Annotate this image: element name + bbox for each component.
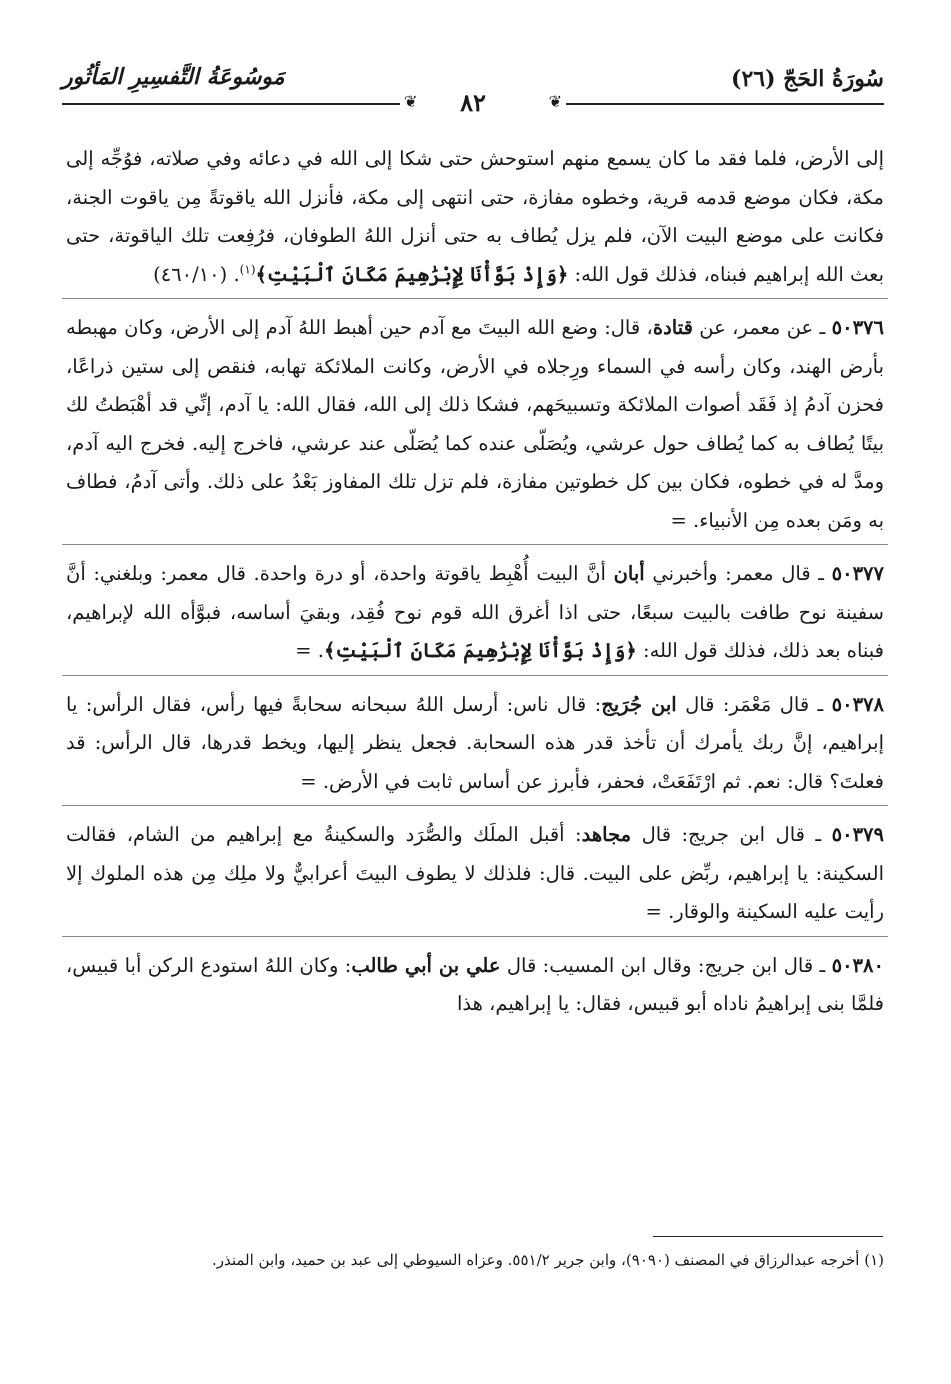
footnote-1: (١) أخرجه عبدالرزاق في المصنف (٩٠٩٠)، وابن جرير ٥٥١/٢. وعزاه السيوطي إلى عبد بن حميد، وابن المنذر.: [211, 1251, 884, 1269]
entry-50376: [66, 309, 884, 540]
footnote-rule: [653, 1236, 883, 1237]
entry-intro: ـ عن معمر، عن: [692, 316, 832, 339]
narrator-name: أبان: [613, 562, 645, 585]
footnotes: [66, 1244, 884, 1276]
entry-separator: [62, 298, 888, 299]
entry-text: : أقبل الملَك والصُّرَد والسكينةُ مع إبراهيم من الشام، فقالت السكينة: يا إبراهيم، ربِّض على البيت. قال: فلذلك لا يطوف البيتَ أعرابيٌّ ولا ملِك مِن هذه الملوك إلا رأيت عليه السكينة والوقار. =: [66, 823, 884, 923]
footnote-reference: (١): [239, 262, 256, 276]
entry-number: ٥٠٣٧٦: [831, 316, 884, 339]
entry-text: أنَّ البيت أُهْبِط ياقوتة واحدة، أو درة واحدة. قال معمر: وبلغني: أنَّ سفينة نوح طافت بالبيت سبعًا، حتى اذا أغرق الله قوم نوح فُقِد، وبقيَ أساسه، فبوَّأه الله لإبراهيم، فبناه بعد ذلك، فذلك قول الله:: [66, 562, 884, 662]
entry-text: ، قال: وضع الله البيتَ مع آدم حين أهبط اللهُ آدم إلى الأرض، وكان مهبطه بأرض الهند، وكان رأسه في السماء ورِجلاه في الأرض، وكانت الملائكة تهابه، فنقص إلى ستين ذراعًا، فحزن آدمُ إذ فَقَد أصوات الملائكة وتسبيحَهم، فشكا ذلك إلى الله، فقال الله: يا آدم، إنِّي قد أهْبَطتُ لك بيتًا يُطاف به كما يُطاف حول عرشي، ويُصَلّى عنده كما يُصَلّى عند عرشي، فاخرج إليه. فخرج اليه آدم، ومدَّ له في خطوه، فكان بين كل خطوتين مفازة، فلم تزل تلك المفاوز بَعْدُ على ذلك. وأتى آدمُ، فطاف به ومَن بعده مِن الأنبياء. =: [66, 316, 884, 532]
entry-50378: [66, 686, 884, 802]
narrator-name: قتادة: [652, 316, 693, 339]
ornament-left-icon: ❦: [404, 92, 418, 111]
quran-verse: ﴿وَإِذْ بَوَّأْنَا لِإِبْرَٰهِيمَ مَكَانَ ٱلْبَيْتِ﴾: [255, 262, 569, 286]
narrator-name: ابن جُرَيج: [601, 692, 677, 716]
entry-number: ٥٠٣٧٨: [831, 692, 884, 716]
entry-text: : قال ناس: أرسل اللهُ سبحانه سحابةً فيها رأس، فقال الرأس: يا إبراهيم، إنَّ ربك يأمرك أن تأخذ قدر هذه السحابة. فجعل ينظر إليها، ويخط قدرها، قال الرأس: قد فعلتَ؟ قال: نعم. ثم ارْتَفَعَتْ، فحفر، فأبرز عن أساس ثابت في الأرض. =: [66, 692, 884, 793]
ornament-right-icon: ❦: [548, 92, 562, 111]
narrator-name: علي بن أبي طالب: [351, 953, 501, 977]
surah-title: سُورَةُ الحَجّ (٢٦): [731, 66, 884, 92]
volume-reference: . (٤٦٠/١٠): [153, 262, 240, 286]
entry-separator: [62, 936, 888, 937]
entry-intro: ـ قال مَعْمَر: قال: [676, 692, 832, 716]
paragraph-continuation: [66, 140, 884, 294]
entry-number: ٥٠٣٧٩: [831, 823, 884, 846]
entry-number: ٥٠٣٨٠: [831, 953, 884, 977]
header-rule-left: [62, 103, 400, 105]
entry-intro: ـ قال ابن جريج: قال: [631, 823, 832, 846]
page-number: ٨٢: [460, 88, 486, 117]
narrator-name: مجاهد: [581, 823, 632, 846]
quran-verse: ﴿وَإِذْ بَوَّأْنَا لِإِبْرَٰهِيمَ مَكَانَ ٱلْبَيْتِ﴾: [323, 639, 637, 662]
page-header: [62, 58, 884, 118]
entry-intro: ـ قال ابن جريج: وقال ابن المسيب: قال: [500, 953, 832, 977]
header-rule-right: [566, 103, 884, 105]
entry-intro: ـ قال معمر: وأخبرني: [644, 562, 832, 585]
entry-number: ٥٠٣٧٧: [831, 562, 885, 585]
paragraph-text: إلى الأرض، فلما فقد ما كان يسمع منهم استوحش حتى شكا إلى الله في دعائه وفي صلاته، فوُجِّه إلى مكة، فكان موضع قدمه قرية، وخطوه مفازة، حتى انتهى إلى مكة، فأنزل الله ياقوتةً مِن ياقوت الجنة، فكانت على موضع البيت الآن، فلم يزل يُطاف به حتى أنزل اللهُ الطوفان، فرُفِعت تلك الياقوتة، حتى بعث الله إبراهيم فبناه، فذلك قول الله:: [66, 147, 884, 286]
entry-50379: [66, 816, 884, 932]
main-text: [66, 140, 884, 1024]
entry-end: . =: [295, 639, 324, 662]
entry-50380: [66, 947, 884, 1024]
entry-50377: [66, 555, 884, 671]
book-title: مَوسُوعَةُ التَّفسِيرِ المَأثُور: [62, 64, 285, 90]
entry-separator: [62, 544, 888, 545]
entry-separator: [62, 675, 888, 676]
entry-separator: [62, 805, 888, 806]
entry-text: : وكان اللهُ استودع الركن أبا قبيس، فلمَّا بنى إبراهيمُ ناداه أبو قبيس، فقال: يا إبراهيم، هذا: [66, 953, 884, 1015]
